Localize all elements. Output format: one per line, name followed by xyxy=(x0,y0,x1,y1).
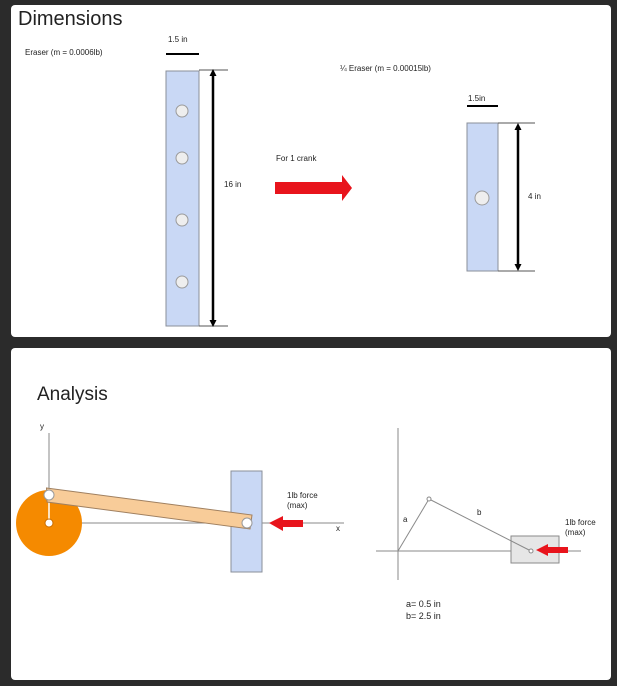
arrow-label: For 1 crank xyxy=(276,154,317,163)
force-label-left: 1lb force (max) xyxy=(287,491,318,510)
link-b-label: b xyxy=(477,508,482,517)
eraser-mass-label: Eraser (m = 0.0006lb) xyxy=(25,48,103,57)
b-value-label: b= 2.5 in xyxy=(406,611,441,621)
quarter-width-label: 1.5in xyxy=(468,94,486,103)
link-a xyxy=(398,499,429,551)
eraser-hole xyxy=(475,191,489,205)
rod-pin-left xyxy=(44,490,54,500)
crank-center xyxy=(45,519,53,527)
analysis-title: Analysis xyxy=(37,384,108,405)
dimension-arrowhead xyxy=(515,264,522,271)
force-label-right: 1lb force (max) xyxy=(565,518,596,537)
link-a-label: a xyxy=(403,515,408,524)
y-axis-label: y xyxy=(40,422,44,431)
eraser-height-label: 16 in xyxy=(224,180,242,189)
dimensions-title: Dimensions xyxy=(18,8,123,30)
x-axis-label: x xyxy=(336,524,340,533)
eraser-hole xyxy=(176,105,188,117)
eraser-width-label: 1.5 in xyxy=(168,35,188,44)
eraser-hole xyxy=(176,152,188,164)
force-arrow-left xyxy=(269,516,303,531)
a-value-label: a= 0.5 in xyxy=(406,599,441,609)
joint xyxy=(427,497,431,501)
eraser-hole xyxy=(176,276,188,288)
crank-arrow xyxy=(275,175,352,201)
rod-pin-right xyxy=(242,518,252,528)
dimensions-panel xyxy=(11,5,611,337)
analysis-diagram xyxy=(11,348,611,680)
joint xyxy=(529,549,533,553)
link-b xyxy=(429,499,531,551)
quarter-height-label: 4 in xyxy=(528,192,541,201)
quarter-eraser-mass-label: ¼ Eraser (m = 0.00015lb) xyxy=(340,64,431,73)
dimension-arrowhead xyxy=(515,123,522,130)
analysis-panel xyxy=(11,348,611,680)
eraser-hole xyxy=(176,214,188,226)
